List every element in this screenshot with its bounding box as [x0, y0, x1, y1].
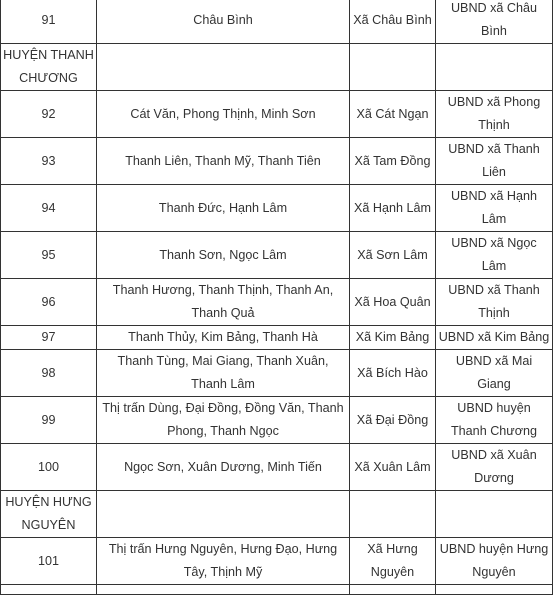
row-number-cell	[1, 585, 97, 595]
headquarters-cell: UBND xã Hạnh Lâm	[436, 185, 553, 232]
headquarters-cell: UBND huyện Hưng Nguyên	[436, 538, 553, 585]
table-row	[1, 538, 553, 585]
row-number-cell: 101	[1, 538, 97, 585]
row-number-cell: 93	[1, 138, 97, 185]
row-number-cell: 96	[1, 279, 97, 326]
new-commune-name-cell: Xã Hạnh Lâm	[350, 185, 436, 232]
row-number-cell: 95	[1, 232, 97, 279]
row-number-cell: 99	[1, 397, 97, 444]
merged-communes-cell: Thanh Thủy, Kim Bảng, Thanh Hà	[97, 326, 350, 350]
new-commune-name-cell: Xã Kim Bảng	[350, 326, 436, 350]
table-row	[1, 0, 553, 44]
empty-cell	[97, 491, 350, 538]
empty-cell	[436, 44, 553, 91]
table-row	[1, 350, 553, 397]
new-commune-name-cell: Xã Sơn Lâm	[350, 232, 436, 279]
new-commune-name-cell: Xã Xuân Lâm	[350, 444, 436, 491]
merged-communes-cell	[97, 585, 350, 595]
headquarters-cell: UBND xã Ngọc Lâm	[436, 232, 553, 279]
row-number-cell: 100	[1, 444, 97, 491]
headquarters-cell: UBND xã Phong Thịnh	[436, 91, 553, 138]
new-commune-name-cell: Xã Cát Ngạn	[350, 91, 436, 138]
merged-communes-cell: Thanh Đức, Hạnh Lâm	[97, 185, 350, 232]
merged-communes-cell: Châu Bình	[97, 0, 350, 44]
new-commune-name-cell: Xã Tam Đồng	[350, 138, 436, 185]
new-commune-name-cell: Xã Hưng Nguyên	[350, 538, 436, 585]
merged-communes-cell: Thanh Liên, Thanh Mỹ, Thanh Tiên	[97, 138, 350, 185]
table-row	[1, 232, 553, 279]
new-commune-name-cell: Xã Châu Bình	[350, 0, 436, 44]
empty-cell	[350, 491, 436, 538]
merged-communes-cell: Thanh Hương, Thanh Thịnh, Thanh An, Thanh Quả	[97, 279, 350, 326]
row-number-cell: 91	[1, 0, 97, 44]
district-name-cell: HUYỆN THANH CHƯƠNG	[1, 44, 97, 91]
new-commune-name-cell: Xã Hoa Quân	[350, 279, 436, 326]
merged-communes-cell: Ngọc Sơn, Xuân Dương, Minh Tiến	[97, 444, 350, 491]
headquarters-cell: UBND xã Châu Bình	[436, 0, 553, 44]
headquarters-cell: UBND xã Thanh Thịnh	[436, 279, 553, 326]
merged-communes-cell: Thanh Sơn, Ngọc Lâm	[97, 232, 350, 279]
district-header-row	[1, 491, 553, 538]
empty-cell	[436, 491, 553, 538]
table-row	[1, 326, 553, 350]
new-commune-name-cell	[350, 585, 436, 595]
new-commune-name-cell: Xã Đại Đồng	[350, 397, 436, 444]
headquarters-cell: UBND huyện Thanh Chương	[436, 397, 553, 444]
table-row	[1, 397, 553, 444]
merged-communes-cell: Thị trấn Dùng, Đại Đồng, Đồng Văn, Thanh Phong, Thanh Ngọc	[97, 397, 350, 444]
table-row	[1, 185, 553, 232]
merged-communes-cell: Thanh Tùng, Mai Giang, Thanh Xuân, Thanh Lâm	[97, 350, 350, 397]
merged-communes-cell: Thị trấn Hưng Nguyên, Hưng Đạo, Hưng Tây, Thịnh Mỹ	[97, 538, 350, 585]
empty-cell	[97, 44, 350, 91]
headquarters-cell: UBND xã Kim Bảng	[436, 326, 553, 350]
district-header-row	[1, 44, 553, 91]
table-row	[1, 585, 553, 595]
row-number-cell: 92	[1, 91, 97, 138]
row-number-cell: 97	[1, 326, 97, 350]
district-name-cell: HUYỆN HƯNG NGUYÊN	[1, 491, 97, 538]
headquarters-cell	[436, 585, 553, 595]
row-number-cell: 94	[1, 185, 97, 232]
headquarters-cell: UBND xã Mai Giang	[436, 350, 553, 397]
table-body	[1, 0, 553, 595]
headquarters-cell: UBND xã Thanh Liên	[436, 138, 553, 185]
table-row	[1, 138, 553, 185]
row-number-cell: 98	[1, 350, 97, 397]
table-row	[1, 91, 553, 138]
new-commune-name-cell: Xã Bích Hào	[350, 350, 436, 397]
table-row	[1, 279, 553, 326]
headquarters-cell: UBND xã Xuân Dương	[436, 444, 553, 491]
table-row	[1, 444, 553, 491]
empty-cell	[350, 44, 436, 91]
merged-communes-cell: Cát Văn, Phong Thịnh, Minh Sơn	[97, 91, 350, 138]
